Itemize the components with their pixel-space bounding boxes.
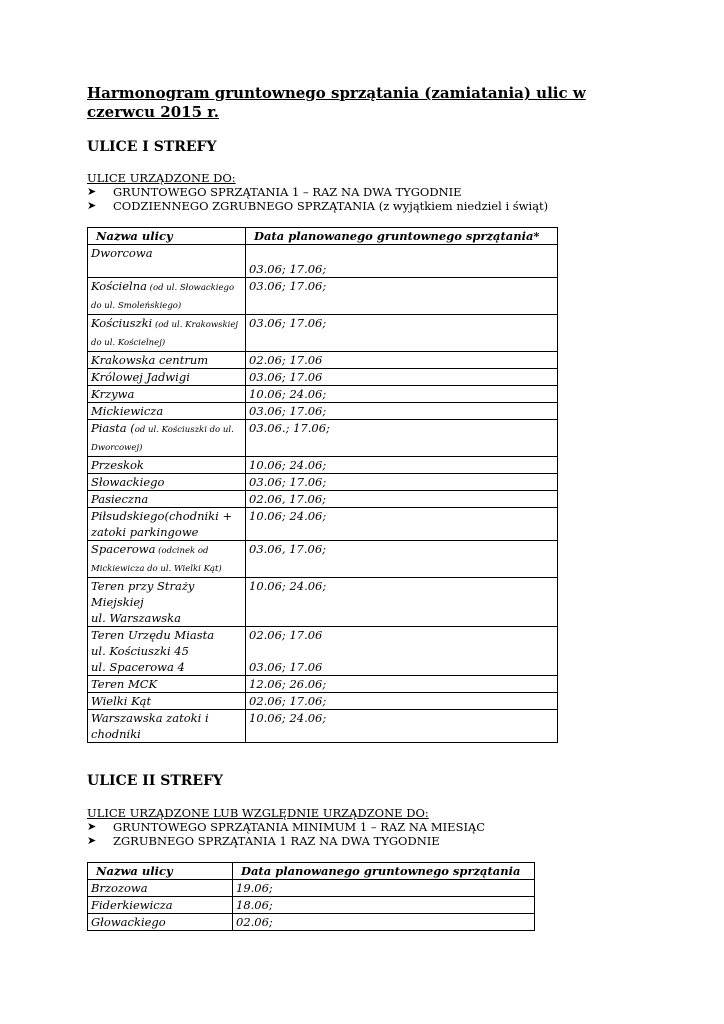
- cleaning-date-cell: [246, 491, 558, 508]
- table-row: [88, 457, 558, 474]
- zone2-table-body: [88, 880, 535, 931]
- street-name-cell: [88, 315, 246, 352]
- street-name-cell: [88, 352, 246, 369]
- street-name: Dworcowa: [91, 246, 153, 260]
- cleaning-date: 03.06; 17.06;: [249, 404, 327, 418]
- cleaning-date: 02.06; 17.06: [249, 628, 323, 642]
- cleaning-date-cell: [246, 676, 558, 693]
- street-name-cell: [88, 403, 246, 420]
- zone2-heading: ULICE II STREFY: [87, 773, 224, 789]
- street-name: Teren MCK: [91, 677, 158, 691]
- arrow-bullet-icon: ➤: [87, 834, 97, 847]
- table-row: [88, 403, 558, 420]
- street-name: Wielki Kąt: [91, 694, 152, 708]
- cleaning-date: 10.06; 24.06;: [249, 458, 327, 472]
- table-row: [88, 508, 558, 541]
- column-header-date: Data planowanego gruntownego sprzątania: [233, 863, 535, 880]
- table-row: [88, 710, 558, 743]
- table-row: [88, 914, 535, 931]
- column-header-street: Nazwa ulicy: [88, 863, 233, 880]
- street-name: Krakowska centrum: [91, 353, 209, 367]
- arrow-bullet-icon: ➤: [87, 199, 97, 212]
- cleaning-date: 10.06; 24.06;: [249, 509, 327, 523]
- table-row: [88, 278, 558, 315]
- street-name-cell: [88, 880, 233, 897]
- zone1-intro: [87, 171, 548, 213]
- table-row: [88, 676, 558, 693]
- cleaning-date-cell: [246, 369, 558, 386]
- table-header-row: [88, 863, 535, 880]
- street-name: Pasieczna: [91, 492, 149, 506]
- street-segment-note: (od ul. Krakowskiej do ul. Kościelnej): [91, 320, 239, 348]
- cleaning-date-cell: [246, 578, 558, 627]
- zone1-lead: ULICE URZĄDZONE DO:: [87, 171, 236, 185]
- zone1-bullet: [87, 185, 548, 199]
- table-row: [88, 627, 558, 676]
- street-name-cell: [88, 897, 233, 914]
- cleaning-date-cell: [246, 245, 558, 278]
- cleaning-date: 03.06; 17.06: [249, 370, 323, 384]
- zone1-bullet-text: CODZIENNEGO ZGRUBNEGO SPRZĄTANIA (z wyjątkiem niedziel i świąt): [113, 199, 549, 213]
- cleaning-date-cell: [246, 693, 558, 710]
- cleaning-date-cell: [246, 508, 558, 541]
- cleaning-date: [249, 245, 557, 261]
- table-row: [88, 491, 558, 508]
- table-row: [88, 474, 558, 491]
- cleaning-date-cell: [246, 386, 558, 403]
- cleaning-date: 10.06; 24.06;: [249, 711, 327, 725]
- street-name-cell: [88, 369, 246, 386]
- street-name: ul. Kościuszki 45: [91, 644, 189, 658]
- street-name: Kościuszki: [91, 316, 153, 330]
- street-name-cell: [88, 508, 246, 541]
- cleaning-date: 03.06; 17.06;: [249, 262, 327, 276]
- cleaning-date-cell: [246, 278, 558, 315]
- cleaning-date: 02.06; 17.06: [249, 353, 323, 367]
- street-name: Krzywa: [91, 387, 135, 401]
- column-header-date: Data planowanego gruntownego sprzątania*: [246, 228, 558, 245]
- street-name-cell: [88, 491, 246, 508]
- column-header-street: Nazwa ulicy: [88, 228, 246, 245]
- table-header-row: [88, 228, 558, 245]
- zone2-bullet: [87, 820, 485, 834]
- cleaning-date-cell: [246, 474, 558, 491]
- arrow-bullet-icon: ➤: [87, 820, 97, 833]
- street-name: Teren Urzędu Miasta: [91, 628, 215, 642]
- street-segment-note: (od ul. Słowackiego do ul. Smoleńskiego): [91, 283, 235, 311]
- arrow-bullet-icon: ➤: [87, 185, 97, 198]
- street-name: Warszawska zatoki i chodniki: [91, 711, 209, 741]
- street-name-cell: [88, 710, 246, 743]
- cleaning-date: 12.06; 26.06;: [249, 677, 327, 691]
- street-name-cell: [88, 578, 246, 627]
- street-name: ul. Warszawska: [91, 611, 181, 625]
- cleaning-date-cell: [246, 403, 558, 420]
- street-name-cell: [88, 420, 246, 457]
- table-row: [88, 315, 558, 352]
- cleaning-date-cell: [246, 541, 558, 578]
- zone2-bullet: [87, 834, 485, 848]
- street-name: Spacerowa: [91, 542, 156, 556]
- cleaning-date-cell: [233, 914, 535, 931]
- street-name: Brzozowa: [91, 881, 148, 895]
- street-name-cell: [88, 541, 246, 578]
- street-name-cell: [88, 457, 246, 474]
- street-name: Królowej Jadwigi: [91, 370, 190, 384]
- street-name: Przeskok: [91, 458, 144, 472]
- cleaning-date-cell: [246, 457, 558, 474]
- cleaning-date: 03.06; 17.06: [249, 660, 323, 674]
- cleaning-date: [249, 643, 557, 659]
- street-name-cell: [88, 676, 246, 693]
- cleaning-date: 18.06;: [236, 898, 273, 912]
- table-row: [88, 578, 558, 627]
- street-name: Mickiewicza: [91, 404, 164, 418]
- cleaning-date: 03.06.; 17.06;: [249, 421, 330, 435]
- zone2-lead: ULICE URZĄDZONE LUB WZGLĘDNIE URZĄDZONE DO:: [87, 806, 429, 820]
- cleaning-date: 03.06; 17.06;: [249, 279, 327, 293]
- zone2-intro: [87, 806, 485, 848]
- table-row: [88, 352, 558, 369]
- cleaning-date-cell: [233, 880, 535, 897]
- street-name: ul. Spacerowa 4: [91, 660, 185, 674]
- cleaning-date: 02.06;: [236, 915, 273, 929]
- street-name-cell: [88, 693, 246, 710]
- street-name: Piłsudskiego(chodniki + zatoki parkingowe: [91, 509, 233, 539]
- cleaning-date-cell: [246, 710, 558, 743]
- table-row: [88, 420, 558, 457]
- cleaning-date: 10.06; 24.06;: [249, 387, 327, 401]
- zone2-bullet-text: ZGRUBNEGO SPRZĄTANIA 1 RAZ NA DWA TYGODNIE: [113, 834, 440, 848]
- street-name: Kościelna: [91, 279, 147, 293]
- street-name: Głowackiego: [91, 915, 166, 929]
- table-row: [88, 369, 558, 386]
- street-segment-note: (odcinek od Mickiewicza do ul. Wielki Kąt): [91, 546, 222, 574]
- street-name: Słowackiego: [91, 475, 165, 489]
- table-row: [88, 880, 535, 897]
- street-name-cell: [88, 627, 246, 676]
- cleaning-date: 03.06, 17.06;: [249, 542, 327, 556]
- street-name: Fiderkiewicza: [91, 898, 173, 912]
- cleaning-date: 19.06;: [236, 881, 273, 895]
- zone1-table-body: [88, 245, 558, 743]
- table-row: [88, 245, 558, 278]
- cleaning-date: 02.06; 17.06;: [249, 694, 327, 708]
- zone1-bullet-text: GRUNTOWEGO SPRZĄTANIA 1 – RAZ NA DWA TYGODNIE: [113, 185, 462, 199]
- table-row: [88, 541, 558, 578]
- cleaning-date-cell: [246, 352, 558, 369]
- zone2-bullet-text: GRUNTOWEGO SPRZĄTANIA MINIMUM 1 – RAZ NA MIESIĄC: [113, 820, 486, 834]
- street-name-cell: [88, 474, 246, 491]
- zone2-table: [87, 862, 535, 931]
- zone1-heading: ULICE I STREFY: [87, 139, 217, 155]
- street-name: Teren przy Straży Miejskiej: [91, 579, 195, 609]
- table-row: [88, 897, 535, 914]
- cleaning-date: 10.06; 24.06;: [249, 579, 327, 593]
- cleaning-date: 02.06, 17.06;: [249, 492, 327, 506]
- street-name-cell: [88, 914, 233, 931]
- street-name-cell: [88, 245, 246, 278]
- street-name-cell: [88, 278, 246, 315]
- cleaning-date-cell: [246, 627, 558, 676]
- zone1-bullet: [87, 199, 548, 213]
- zone1-table: [87, 227, 558, 743]
- street-name: Piasta (: [91, 421, 135, 435]
- street-name-cell: [88, 386, 246, 403]
- table-row: [88, 693, 558, 710]
- cleaning-date-cell: [246, 420, 558, 457]
- table-row: [88, 386, 558, 403]
- cleaning-date-cell: [246, 315, 558, 352]
- cleaning-date: 03.06; 17.06;: [249, 475, 327, 489]
- document-title: Harmonogram gruntownego sprzątania (zamiatania) ulic w czerwcu 2015 r.: [87, 84, 586, 121]
- cleaning-date-cell: [233, 897, 535, 914]
- cleaning-date: 03.06; 17.06;: [249, 316, 327, 330]
- street-segment-note: od ul. Kościuszki do ul. Dworcowej): [91, 425, 234, 453]
